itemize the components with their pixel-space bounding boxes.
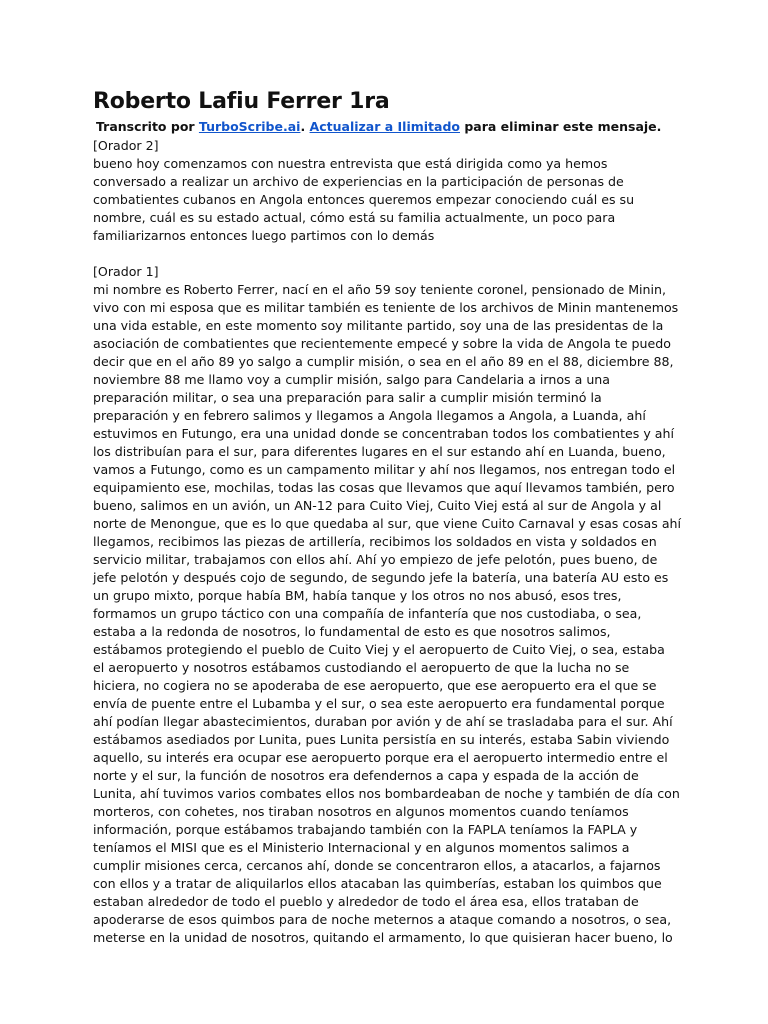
credit-separator: . [300, 119, 310, 134]
transcript-line: apoderarse de esos quimbos para de noche meternos a ataque comando a nosotros, o sea, [93, 912, 672, 927]
transcript-line: mi nombre es Roberto Ferrer, nací en el año 59 soy teniente coronel, pensionado de Minin, [93, 282, 667, 297]
transcript-line: decir que en el año 89 yo salgo a cumplir misión, o sea en el año 89 en el 88, diciembre 88, [93, 354, 674, 369]
speaker-label: [Orador 1] [93, 264, 159, 279]
transcript-line: asociación de combatientes que recientemente empecé y sobre la vida de Angola te puedo [93, 336, 671, 351]
transcript-line: con ellos y a tratar de aliquilarlos ellos atacaban las quimberías, estaban los quimbos que [93, 876, 662, 891]
transcript-line: Lunita, ahí tuvimos varios combates ellos nos bombardeaban de noche y también de día con [93, 786, 680, 801]
transcript-line: envía de puente entre el Lubamba y el sur, o sea este aeropuerto era fundamental porque [93, 696, 665, 711]
document-title: Roberto Lafiu Ferrer 1ra [93, 89, 390, 114]
transcript-line: teníamos el MISI que es el Ministerio Internacional y en algunos momentos salimos a [93, 840, 630, 855]
transcript-line: estábamos protegiendo el pueblo de Cuito Viej y el aeropuerto de Cuito Viej, o sea, estaba [93, 642, 665, 657]
speaker-label: [Orador 2] [93, 138, 159, 153]
transcript-line: estaba a la redonda de nosotros, lo fundamental de esto es que nosotros salimos, [93, 624, 611, 639]
transcript-line: conversado a realizar un archivo de experiencias en la participación de personas de [93, 174, 624, 189]
transcript-line: jefe pelotón y después cojo de segundo, de segundo jefe la batería, una batería AU esto es [93, 570, 669, 585]
transcript-line: combatientes cubanos en Angola entonces queremos empezar conociendo cuál es su [93, 192, 635, 207]
transcript-line: vamos a Futungo, como es un campamento militar y ahí nos llegamos, nos entregan todo el [93, 462, 676, 477]
transcript-line: información, porque estábamos trabajando también con la FAPLA teníamos la FAPLA y [93, 822, 638, 837]
transcript-line: bueno, salimos en un avión, un AN-12 para Cuito Viej, Cuito Viej está al sur de Angola y al [93, 498, 662, 513]
transcript-line: llegamos, recibimos las piezas de artillería, recibimos los soldados en vista y soldados en [93, 534, 657, 549]
transcript-line: hiciera, no cogiera no se apoderaba de ese aeropuerto, que ese aeropuerto era el que se [93, 678, 657, 693]
transcript-line: meterse en la unidad de nosotros, quitando el armamento, lo que quisieran hacer bueno, lo [93, 930, 673, 945]
transcript-line: aquello, su interés era ocupar ese aeropuerto porque era el aeropuerto intermedio entre el [93, 750, 668, 765]
transcript-line: formamos un grupo táctico con una compañía de infantería que nos custodiaba, o sea, [93, 606, 642, 621]
transcript-line: equipamiento ese, mochilas, todas las cosas que llevamos que aquí llevamos también, pero [93, 480, 675, 495]
transcript-line: nombre, cuál es su estado actual, cómo está su familia actualmente, un poco para [93, 210, 616, 225]
transcript-line: bueno hoy comenzamos con nuestra entrevista que está dirigida como ya hemos [93, 156, 608, 171]
transcript-line: norte de Menongue, que es lo que quedaba al sur, que viene Cuito Carnaval y esas cosas ahí [93, 516, 682, 531]
turboscribe-link[interactable]: TurboScribe.ai [198, 119, 301, 134]
transcript-line: estábamos asediados por Lunita, pues Lunita persistía en su interés, estaba Sabin viviendo [93, 732, 670, 747]
transcription-credit [96, 119, 661, 134]
transcript-line: morteros, con cohetes, nos tiraban nosotros en algunos momentos cuando teníamos [93, 804, 629, 819]
transcript-line: un grupo mixto, porque había BM, había tanque y los otros no nos abusó, esos tres, [93, 588, 622, 603]
transcript-line: preparación militar, o sea una preparación para salir a cumplir misión terminó la [93, 390, 602, 405]
transcript-line: el aeropuerto y nosotros estábamos custodiando el aeropuerto de que la lucha no se [93, 660, 630, 675]
transcript-line: estuvimos en Futungo, era una unidad donde se concentraban todos los combatientes y ahí [93, 426, 674, 441]
transcript-line: una vida estable, en este momento soy militante partido, soy una de las presidentas de la [93, 318, 664, 333]
transcript-line: noviembre 88 me llamo voy a cumplir misión, salgo para Candelaria a irnos a una [93, 372, 611, 387]
credit-suffix: para eliminar este mensaje. [460, 119, 662, 134]
transcript-body [93, 137, 683, 947]
transcript-line: norte y el sur, la función de nosotros era defendernos a capa y espada de la acción de [93, 768, 639, 783]
transcript-line: vivo con mi esposa que es militar también es teniente de los archivos de Minin mantenemos [93, 300, 679, 315]
transcript-line: ahí podían llegar abastecimientos, duraban por avión y de ahí se trasladaba para el sur. Ahí [93, 714, 673, 729]
transcript-line: servicio militar, trabajamos con ellos ahí. Ahí yo empiezo de jefe pelotón, pues bueno, de [93, 552, 658, 567]
transcript-line: estaban alrededor de todo el pueblo y alrededor de todo el área esa, ellos trataban de [93, 894, 639, 909]
transcript-line: preparación y en febrero salimos y llegamos a Angola llegamos a Angola, a Luanda, ahí [93, 408, 646, 423]
upgrade-unlimited-link[interactable]: Actualizar a Ilimitado [309, 119, 460, 134]
transcript-line: cumplir misiones cerca, cercanos ahí, donde se concentraron ellos, a atacarlos, a fajarnos [93, 858, 661, 873]
transcript-line: familiarizarnos entonces luego partimos con lo demás [93, 228, 435, 243]
credit-prefix: Transcrito por [96, 119, 199, 134]
transcript-line: los distribuían para el sur, para diferentes lugares en el sur estando ahí en Luanda, bueno, [93, 444, 666, 459]
paragraph-gap [93, 245, 683, 263]
